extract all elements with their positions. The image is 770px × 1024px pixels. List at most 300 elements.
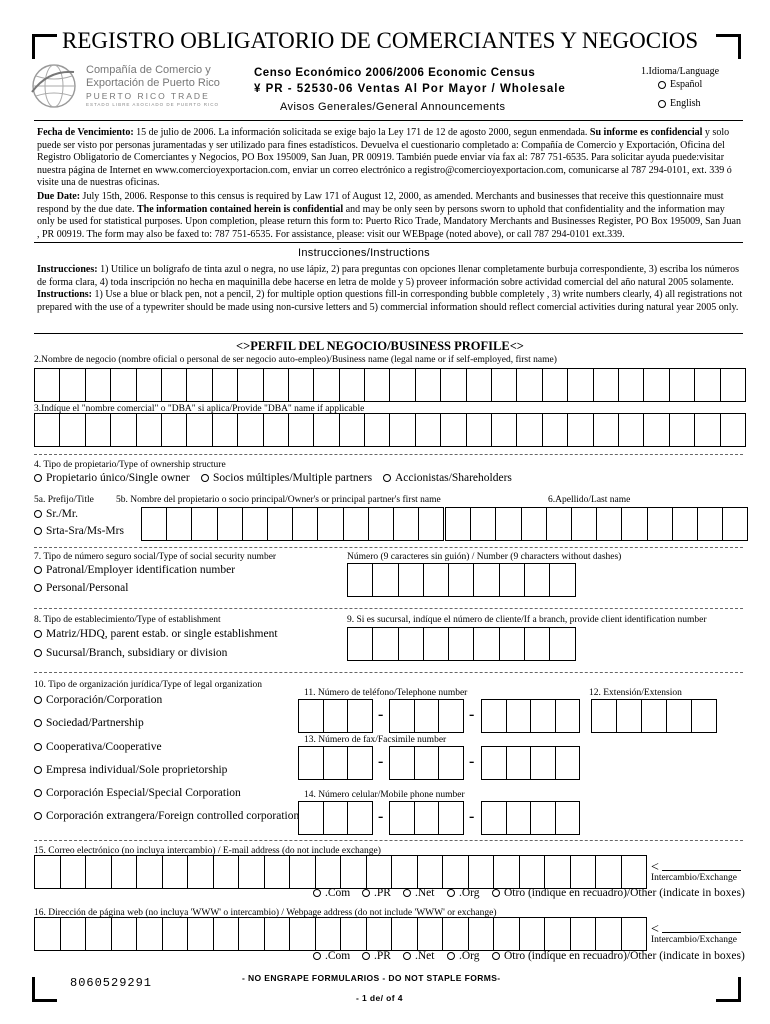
ssn-number-boxes[interactable] <box>347 563 575 597</box>
character-box[interactable] <box>323 801 349 835</box>
q7-label: 7. Tipo de número seguro social/Type of social security number <box>34 552 277 562</box>
character-box[interactable] <box>570 917 597 951</box>
character-box[interactable] <box>546 507 572 541</box>
divider <box>34 454 743 455</box>
census-line-1: Censo Económico 2006/2006 Economic Census <box>254 67 536 79</box>
character-box[interactable] <box>593 413 619 447</box>
email-exchange-arrow: < <box>651 860 659 875</box>
character-box[interactable] <box>641 699 667 733</box>
fax-prefix-boxes[interactable] <box>389 746 463 780</box>
divider <box>34 608 743 609</box>
page-number: - 1 de/ of 4 <box>356 993 403 1003</box>
character-box[interactable] <box>292 507 318 541</box>
email-boxes[interactable] <box>34 855 646 889</box>
character-box[interactable] <box>442 855 469 889</box>
web-domain-net[interactable]: .Net <box>403 950 434 962</box>
character-box[interactable] <box>323 746 349 780</box>
character-box[interactable] <box>398 563 424 597</box>
mobile-area-boxes[interactable] <box>298 801 372 835</box>
character-box[interactable] <box>162 855 189 889</box>
character-box[interactable] <box>544 855 571 889</box>
character-box[interactable] <box>493 917 520 951</box>
character-box[interactable] <box>555 746 581 780</box>
character-box[interactable] <box>567 413 593 447</box>
character-box[interactable] <box>616 699 642 733</box>
divider <box>34 840 743 841</box>
character-box[interactable] <box>542 368 568 402</box>
mobile-dash-2: - <box>469 808 475 825</box>
character-box[interactable] <box>187 855 214 889</box>
divider <box>34 547 743 548</box>
character-box[interactable] <box>697 507 723 541</box>
character-box[interactable] <box>389 699 415 733</box>
character-box[interactable] <box>317 507 343 541</box>
q5a-label: 5a. Prefijo/Title <box>34 495 94 505</box>
census-line-2: ¥ PR - 52530-06 Ventas Al Por Mayor / Wholesale <box>254 83 566 95</box>
character-box[interactable] <box>666 699 692 733</box>
ownership-multiple-partners[interactable]: Socios múltiples/Multiple partners <box>201 472 372 484</box>
character-box[interactable] <box>186 368 212 402</box>
character-box[interactable] <box>491 413 517 447</box>
character-box[interactable] <box>347 627 373 661</box>
character-box[interactable] <box>440 413 466 447</box>
character-box[interactable] <box>212 413 238 447</box>
establishment-hdq[interactable]: Matriz/HDQ, parent estab. or single establishment <box>34 628 278 640</box>
character-box[interactable] <box>621 507 647 541</box>
character-box[interactable] <box>60 917 87 951</box>
character-box[interactable] <box>468 855 495 889</box>
character-box[interactable] <box>521 507 547 541</box>
character-box[interactable] <box>59 368 85 402</box>
last-name-boxes[interactable] <box>445 507 747 541</box>
q16-label: 16. Dirección de página web (no incluya 'WWW' o intercambio) / Webpage address (do not include 'WWW' or exchange) <box>34 908 497 918</box>
character-box[interactable] <box>524 563 550 597</box>
character-box[interactable] <box>593 368 619 402</box>
character-box[interactable] <box>448 563 474 597</box>
character-box[interactable] <box>391 855 418 889</box>
crop-mark-bottom-left <box>32 977 57 1002</box>
character-box[interactable] <box>438 746 464 780</box>
character-box[interactable] <box>499 627 525 661</box>
character-box[interactable] <box>423 563 449 597</box>
dba-name-boxes[interactable] <box>34 413 745 447</box>
character-box[interactable] <box>110 368 136 402</box>
character-box[interactable] <box>621 855 648 889</box>
fax-dash-1: - <box>378 753 384 770</box>
business-name-boxes[interactable] <box>34 368 745 402</box>
title-ms-mrs[interactable]: Srta-Sra/Ms-Mrs <box>34 525 124 537</box>
web-domain-com[interactable]: .Com <box>313 950 350 962</box>
character-box[interactable] <box>389 413 415 447</box>
q4-label: 4. Tipo de propietario/Type of ownership structure <box>34 460 226 470</box>
radio-bubble-icon <box>313 952 321 960</box>
phone-prefix-boxes[interactable] <box>389 699 463 733</box>
character-box[interactable] <box>237 368 263 402</box>
character-box[interactable] <box>516 368 542 402</box>
character-box[interactable] <box>34 368 60 402</box>
email-exchange-label: Intercambio/Exchange <box>651 873 737 883</box>
character-box[interactable] <box>530 801 556 835</box>
character-box[interactable] <box>368 507 394 541</box>
crop-mark-top-left <box>32 34 57 59</box>
character-box[interactable] <box>166 507 192 541</box>
character-box[interactable] <box>34 917 61 951</box>
language-option-english[interactable]: English <box>658 98 701 109</box>
character-box[interactable] <box>288 368 314 402</box>
character-box[interactable] <box>669 413 695 447</box>
character-box[interactable] <box>466 368 492 402</box>
character-box[interactable] <box>570 855 597 889</box>
character-box[interactable] <box>161 368 187 402</box>
character-box[interactable] <box>162 917 189 951</box>
phone-dash-2: - <box>469 706 475 723</box>
client-id-boxes[interactable] <box>347 627 575 661</box>
q8-label: 8. Tipo de establecimiento/Type of establishment <box>34 615 221 625</box>
radio-bubble-icon <box>447 889 455 897</box>
character-box[interactable] <box>481 699 507 733</box>
character-box[interactable] <box>315 855 342 889</box>
character-box[interactable] <box>237 413 263 447</box>
character-box[interactable] <box>213 855 240 889</box>
character-box[interactable] <box>694 368 720 402</box>
character-box[interactable] <box>372 563 398 597</box>
character-box[interactable] <box>506 746 532 780</box>
org-foreign-corporation[interactable]: Corporación extrangera/Foreign controlled corporation <box>34 810 299 822</box>
character-box[interactable] <box>468 917 495 951</box>
character-box[interactable] <box>499 563 525 597</box>
character-box[interactable] <box>694 413 720 447</box>
character-box[interactable] <box>340 855 367 889</box>
character-box[interactable] <box>643 413 669 447</box>
character-box[interactable] <box>591 699 617 733</box>
character-box[interactable] <box>34 855 61 889</box>
character-box[interactable] <box>571 507 597 541</box>
character-box[interactable] <box>493 855 520 889</box>
radio-bubble-icon <box>313 889 321 897</box>
webpage-boxes[interactable] <box>34 917 646 951</box>
character-box[interactable] <box>555 699 581 733</box>
radio-bubble-icon <box>658 100 666 108</box>
staple-notice: - NO ENGRAPE FORMULARIOS - DO NOT STAPLE FORMS- <box>242 973 501 983</box>
q15-label: 15. Correo electrónico (no incluya intercambio) / E-mail address (do not include exchange) <box>34 846 381 856</box>
character-box[interactable] <box>440 368 466 402</box>
character-box[interactable] <box>313 413 339 447</box>
character-box[interactable] <box>555 801 581 835</box>
ssn-type-personal[interactable]: Personal/Personal <box>34 582 128 594</box>
character-box[interactable] <box>466 413 492 447</box>
radio-bubble-icon <box>658 81 666 89</box>
character-box[interactable] <box>263 413 289 447</box>
character-box[interactable] <box>414 801 440 835</box>
email-domain-pr[interactable]: .PR <box>362 887 391 899</box>
character-box[interactable] <box>264 917 291 951</box>
radio-bubble-icon <box>447 952 455 960</box>
character-box[interactable] <box>473 563 499 597</box>
character-box[interactable] <box>141 507 167 541</box>
language-option-espanol[interactable]: Español <box>658 79 702 90</box>
q6-label: 6.Apellido/Last name <box>548 495 631 505</box>
intro-english: Due Date: July 15th, 2006. Response to this census is required by Law 171 of August 12, 2000, as amended. Merchants and businesses that receive this questionnaire must respond by the due date. The information contained herein is confidential and may be only seen by persons sworn to uphold that confidentiality and the information may only be used for statistical purposes. Upon completion, please return this form to: Puerto Rico Trade, Mandatory Merchants and Businesses Register, PO Box 195009, San Juan , PR 00919. The form may also be faxed to: 787 751-6535. For assistance, please: visit our WEBpage (noted above), or call 787 294-0101 ext.339. <box>37 191 741 240</box>
radio-bubble-icon <box>34 630 42 638</box>
character-box[interactable] <box>519 855 546 889</box>
character-box[interactable] <box>85 413 111 447</box>
radio-bubble-icon <box>34 584 42 592</box>
radio-bubble-icon <box>362 952 370 960</box>
q11-label: 11. Número de teléfono/Telephone number <box>304 688 468 698</box>
mobile-prefix-boxes[interactable] <box>389 801 463 835</box>
character-box[interactable] <box>720 368 746 402</box>
character-box[interactable] <box>398 627 424 661</box>
character-box[interactable] <box>393 507 419 541</box>
character-box[interactable] <box>542 413 568 447</box>
mobile-line-boxes[interactable] <box>481 801 579 835</box>
radio-bubble-icon <box>34 743 42 751</box>
character-box[interactable] <box>34 413 60 447</box>
character-box[interactable] <box>506 801 532 835</box>
character-box[interactable] <box>549 563 575 597</box>
character-box[interactable] <box>389 746 415 780</box>
q12-label: 12. Extensión/Extension <box>589 688 682 698</box>
divider <box>34 242 743 243</box>
character-box[interactable] <box>414 746 440 780</box>
character-box[interactable] <box>85 855 112 889</box>
instructions-heading: Instrucciones/Instructions <box>298 247 430 259</box>
character-box[interactable] <box>238 855 265 889</box>
character-box[interactable] <box>347 801 373 835</box>
character-box[interactable] <box>298 746 324 780</box>
email-domain-other[interactable]: Otro (indíque en recuadro)/Other (indicate in boxes) <box>492 887 745 899</box>
character-box[interactable] <box>263 368 289 402</box>
ownership-shareholders[interactable]: Accionistas/Shareholders <box>383 472 512 484</box>
character-box[interactable] <box>323 699 349 733</box>
q14-label: 14. Número celular/Mobile phone number <box>304 790 465 800</box>
character-box[interactable] <box>347 746 373 780</box>
form-id: 8060529291 <box>70 976 153 990</box>
form-title: REGISTRO OBLIGATORIO DE COMERCIANTES Y NEGOCIOS <box>62 28 699 53</box>
character-box[interactable] <box>481 746 507 780</box>
radio-bubble-icon <box>34 696 42 704</box>
q5b-label: 5b. Nombre del propietario o socio principal/Owner's or principal partner's first name <box>116 495 441 505</box>
q9-label: 9. Si es sucursal, indíque el número de cliente/If a branch, provide client identification number <box>347 615 707 625</box>
org-cooperative[interactable]: Cooperativa/Cooperative <box>34 741 162 753</box>
radio-bubble-icon <box>492 952 500 960</box>
web-domain-org[interactable]: .Org <box>447 950 480 962</box>
character-box[interactable] <box>672 507 698 541</box>
character-box[interactable] <box>473 627 499 661</box>
character-box[interactable] <box>549 627 575 661</box>
character-box[interactable] <box>289 917 316 951</box>
character-box[interactable] <box>366 855 393 889</box>
logo <box>30 62 230 112</box>
character-box[interactable] <box>470 507 496 541</box>
email-domain-org[interactable]: .Org <box>447 887 480 899</box>
character-box[interactable] <box>722 507 748 541</box>
character-box[interactable] <box>372 627 398 661</box>
radio-bubble-icon <box>34 649 42 657</box>
character-box[interactable] <box>417 855 444 889</box>
character-box[interactable] <box>111 855 138 889</box>
org-corporation[interactable]: Corporación/Corporation <box>34 694 162 706</box>
ssn-type-employer[interactable]: Patronal/Employer identification number <box>34 564 235 576</box>
character-box[interactable] <box>59 413 85 447</box>
character-box[interactable] <box>647 507 673 541</box>
character-box[interactable] <box>111 917 138 951</box>
radio-bubble-icon <box>403 889 411 897</box>
character-box[interactable] <box>442 917 469 951</box>
crop-mark-top-right <box>716 34 741 59</box>
character-box[interactable] <box>288 413 314 447</box>
character-box[interactable] <box>267 507 293 541</box>
web-domain-pr[interactable]: .PR <box>362 950 391 962</box>
character-box[interactable] <box>313 368 339 402</box>
ownership-single-owner[interactable]: Propietario único/Single owner <box>34 472 190 484</box>
character-box[interactable] <box>289 855 316 889</box>
logo-line-4: ESTADO LIBRE ASOCIADO DE PUERTO RICO <box>86 102 220 107</box>
character-box[interactable] <box>417 917 444 951</box>
character-box[interactable] <box>366 917 393 951</box>
web-exchange-line <box>662 932 741 933</box>
character-box[interactable] <box>389 801 415 835</box>
character-box[interactable] <box>445 507 471 541</box>
email-domain-net[interactable]: .Net <box>403 887 434 899</box>
character-box[interactable] <box>110 413 136 447</box>
character-box[interactable] <box>136 917 163 951</box>
character-box[interactable] <box>414 699 440 733</box>
first-name-boxes[interactable] <box>141 507 443 541</box>
character-box[interactable] <box>438 801 464 835</box>
character-box[interactable] <box>596 507 622 541</box>
character-box[interactable] <box>643 368 669 402</box>
character-box[interactable] <box>340 917 367 951</box>
character-box[interactable] <box>595 855 622 889</box>
character-box[interactable] <box>516 413 542 447</box>
character-box[interactable] <box>242 507 268 541</box>
character-box[interactable] <box>621 917 648 951</box>
character-box[interactable] <box>438 699 464 733</box>
character-box[interactable] <box>391 917 418 951</box>
character-box[interactable] <box>339 413 365 447</box>
radio-bubble-icon <box>34 474 42 482</box>
language-label: 1.Idioma/Language <box>641 66 720 77</box>
divider <box>34 333 743 334</box>
character-box[interactable] <box>389 368 415 402</box>
character-box[interactable] <box>343 507 369 541</box>
character-box[interactable] <box>618 413 644 447</box>
org-special-corporation[interactable]: Corporación Especial/Special Corporation <box>34 787 241 799</box>
q3-label: 3.Indíque el "nombre comercial" o "DBA" si aplica/Provide "DBA" name if applicable <box>34 404 365 414</box>
instructions-text: Instrucciones: 1) Utilice un bolígrafo de tinta azul o negra, no use lápiz, 2) para preguntas con opciones llenar completamente burbuja correspondiente, 3) escriba los números de forma clara, 4) toda inscripción no hecha en maquinilla debe hacerse en letra de molde y 5) proveer información sobre actividad comercial del año natural 2005 solamente. Instructions: 1) Use a blue or black pen, not a pencil, 2) for multiple option questions fill-in corresponding bubble completely , 3) write numbers clearly, 4) all registrations not prepared with the use of a typewriter should be made using non-cursive letters and 5) commercial information should reflect comercial activities during natural year 2005 only. <box>37 264 743 313</box>
fax-line-boxes[interactable] <box>481 746 579 780</box>
character-box[interactable] <box>519 917 546 951</box>
radio-bubble-icon <box>201 474 209 482</box>
character-box[interactable] <box>544 917 571 951</box>
character-box[interactable] <box>448 627 474 661</box>
intro-spanish: Fecha de Vencimiento: 15 de julio de 2006. La información solicitada se exige bajo la Ley 171 de 12 de agosto 2000, segun enmendada. Su informe es confidencial y solo puede ser visto por personas juramentadas y ser utilizado para fines estadísticos. Devuelva el cuestionario completado a: Compañía de Comercio y Exportación, Oficina del Registro Obligatorio de Comerciantes y Negocios, PO Box 195009, San Juan, PR 00919. También puede enviar vía fax al: 787 751-6535. Para solicitar ayuda puede:visitar nuestra página de Internet en www.comercioyexportacion.com, enviar un correo electrónico a registro@comercioyexportacion.com, comunicarse al 787 294-0101, ext. 339 ó visite una de nuestras oficinas. <box>37 127 732 188</box>
radio-bubble-icon <box>34 566 42 574</box>
character-box[interactable] <box>191 507 217 541</box>
character-box[interactable] <box>217 507 243 541</box>
radio-bubble-icon <box>34 527 42 535</box>
web-exchange-label: Intercambio/Exchange <box>651 935 737 945</box>
character-box[interactable] <box>418 507 444 541</box>
character-box[interactable] <box>530 746 556 780</box>
character-box[interactable] <box>161 413 187 447</box>
character-box[interactable] <box>567 368 593 402</box>
character-box[interactable] <box>136 368 162 402</box>
radio-bubble-icon <box>34 766 42 774</box>
character-box[interactable] <box>186 413 212 447</box>
q13-label: 13. Número de fax/Facsimile number <box>304 735 447 745</box>
character-box[interactable] <box>315 917 342 951</box>
character-box[interactable] <box>364 368 390 402</box>
logo-line-1: Compañía de Comercio y <box>86 64 211 76</box>
character-box[interactable] <box>595 917 622 951</box>
phone-area-boxes[interactable] <box>298 699 372 733</box>
character-box[interactable] <box>530 699 556 733</box>
character-box[interactable] <box>85 368 111 402</box>
character-box[interactable] <box>720 413 746 447</box>
character-box[interactable] <box>212 368 238 402</box>
character-box[interactable] <box>60 855 87 889</box>
radio-bubble-icon <box>34 812 42 820</box>
phone-line-boxes[interactable] <box>481 699 579 733</box>
title-mr[interactable]: Sr./Mr. <box>34 508 78 520</box>
q2-label: 2.Nombre de negocio (nombre oficial o personal de ser negocio auto-empleo)/Business name (legal name or if self-employed, first name) <box>34 355 557 365</box>
character-box[interactable] <box>136 855 163 889</box>
radio-bubble-icon <box>34 510 42 518</box>
character-box[interactable] <box>213 917 240 951</box>
character-box[interactable] <box>339 368 365 402</box>
character-box[interactable] <box>136 413 162 447</box>
character-box[interactable] <box>264 855 291 889</box>
character-box[interactable] <box>347 563 373 597</box>
character-box[interactable] <box>691 699 717 733</box>
q10-label: 10. Tipo de organización jurídica/Type of legal organization <box>34 680 262 690</box>
establishment-branch[interactable]: Sucursal/Branch, subsidiary or division <box>34 647 227 659</box>
web-exchange-arrow: < <box>651 922 659 937</box>
email-domain-com[interactable]: .Com <box>313 887 350 899</box>
character-box[interactable] <box>298 801 324 835</box>
character-box[interactable] <box>415 413 441 447</box>
character-box[interactable] <box>238 917 265 951</box>
character-box[interactable] <box>618 368 644 402</box>
character-box[interactable] <box>495 507 521 541</box>
radio-bubble-icon <box>383 474 391 482</box>
character-box[interactable] <box>506 699 532 733</box>
character-box[interactable] <box>415 368 441 402</box>
phone-dash-1: - <box>378 706 384 723</box>
org-partnership[interactable]: Sociedad/Partnership <box>34 717 144 729</box>
character-box[interactable] <box>669 368 695 402</box>
character-box[interactable] <box>481 801 507 835</box>
character-box[interactable] <box>85 917 112 951</box>
character-box[interactable] <box>524 627 550 661</box>
character-box[interactable] <box>187 917 214 951</box>
globe-logo-icon <box>30 62 78 110</box>
character-box[interactable] <box>364 413 390 447</box>
character-box[interactable] <box>423 627 449 661</box>
extension-boxes[interactable] <box>591 699 716 733</box>
email-exchange-line <box>662 870 741 871</box>
character-box[interactable] <box>491 368 517 402</box>
fax-area-boxes[interactable] <box>298 746 372 780</box>
web-domain-other[interactable]: Otro (indíque en recuadro)/Other (indicate in boxes) <box>492 950 745 962</box>
character-box[interactable] <box>298 699 324 733</box>
character-box[interactable] <box>347 699 373 733</box>
org-sole-proprietorship[interactable]: Empresa individual/Sole proprietorship <box>34 764 227 776</box>
radio-bubble-icon <box>34 789 42 797</box>
mobile-dash-1: - <box>378 808 384 825</box>
